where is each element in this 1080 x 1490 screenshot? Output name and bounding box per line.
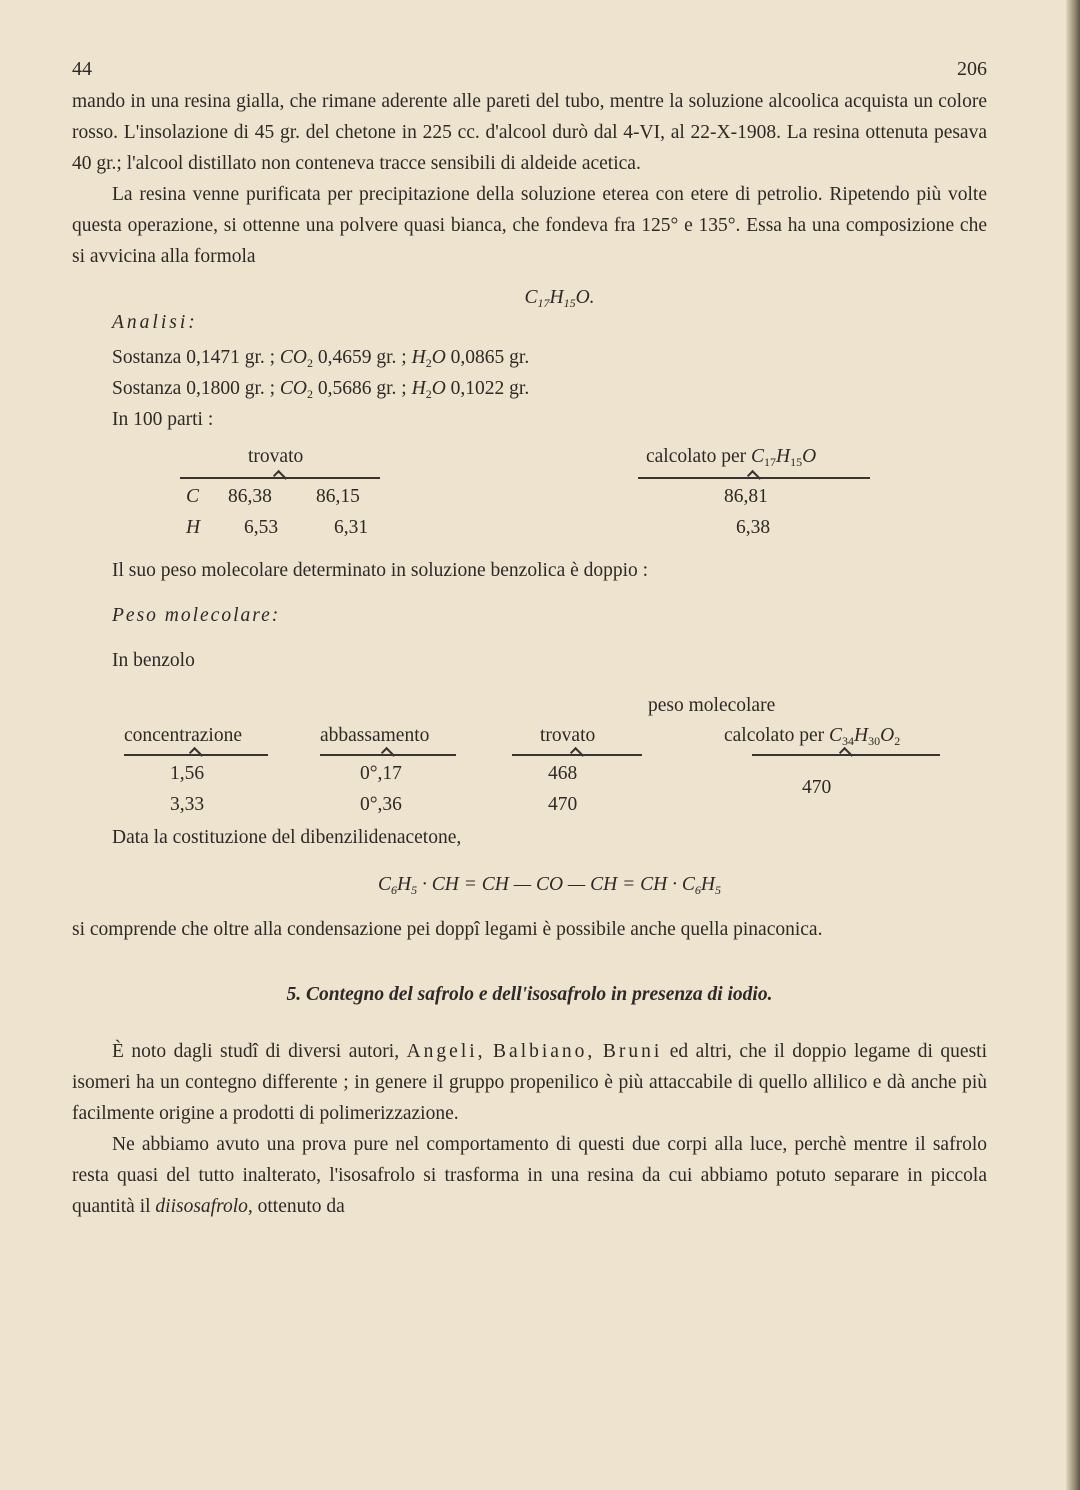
brace-calcolato xyxy=(752,754,940,760)
col-calcolato: calcolato per $C_{34}H_{30}O_2$ xyxy=(724,725,901,748)
col-trovato: trovato xyxy=(540,725,596,746)
paragraph-5: si comprende che oltre alla condensazione pei doppî legami è possibile anche quella pinaconica. xyxy=(72,919,823,940)
page-number-left: 44 xyxy=(72,58,92,80)
peso-molecolare-label: Peso molecolare: xyxy=(112,605,281,626)
row-c-value-1: 86,38 xyxy=(228,486,272,507)
row-c-element: C xyxy=(186,486,200,507)
analisi-label: Analisi: xyxy=(112,312,198,333)
calcolato-header: calcolato per $C_{17}H_{15}O$ xyxy=(646,446,817,469)
section-heading: 5. Contegno del safrolo e dell'isosafrolo in presenza di iodio. xyxy=(286,984,773,1005)
row-c-value-2: 86,15 xyxy=(316,486,360,507)
paragraph-4: Data la costituzione del dibenzilidenacetone, xyxy=(112,827,462,848)
row-h-value-1: 6,53 xyxy=(244,517,279,538)
paragraph-2: La resina venne purificata per precipitazione della soluzione eterea con etere di petrolio. Ripetendo più volte questa operazione, si ottenne una polvere quasi bianca, che fondeva fra 125° e 135°. Essa ha una composizione che si avvicina alla formola xyxy=(72,184,987,267)
in-100-parti: In 100 parti : xyxy=(112,409,214,430)
trov-row-1: 468 xyxy=(548,763,578,784)
analysis-block xyxy=(72,342,987,435)
row-h-calc: 6,38 xyxy=(736,517,771,538)
col-concentrazione: concentrazione xyxy=(124,725,243,746)
calc-value: 470 xyxy=(802,777,832,798)
abb-row-1: 0°,17 xyxy=(360,763,402,784)
row-c-calc: 86,81 xyxy=(724,486,768,507)
conc-row-2: 3,33 xyxy=(170,794,205,815)
col-abbassamento: abbassamento xyxy=(320,725,430,746)
page-body xyxy=(72,54,987,1222)
row-h-value-2: 6,31 xyxy=(334,517,369,538)
running-header xyxy=(72,54,987,86)
trov-row-2: 470 xyxy=(548,794,578,815)
analysis-line-2: Sostanza 0,1800 gr. ; $CO_2$ 0,5686 gr. ; $H_2O$ 0,1022 gr. xyxy=(112,378,530,401)
formula-c17h15o: $C_{17}H_{15}O$. xyxy=(524,287,595,310)
peso-header: peso molecolare xyxy=(648,695,776,716)
composition-table xyxy=(72,441,987,541)
paragraph-6: È noto dagli studî di diversi autori, Angeli, Balbiano, Bruni ed altri, che il doppio legame di questi isomeri ha un contegno differente ; in genere il gruppo propenilico è più attaccabile di quello allilico e dà anche più facilmente origine a prodotti di polimerizzazione. xyxy=(72,1041,988,1124)
formula-dibenzilidenacetone: $C_6H_5$ · CH = CH — CO — CH = CH · $C_6H_5$ xyxy=(378,874,721,897)
molecular-weight-table xyxy=(72,690,987,815)
in-benzolo: In benzolo xyxy=(112,650,195,671)
trovato-header: trovato xyxy=(248,446,304,467)
paragraph-7: Ne abbiamo avuto una prova pure nel comportamento di questi due corpi alla luce, perchè mentre il safrolo resta quasi del tutto inalterato, l'isosafrolo si trasforma in una resina da cui abbiamo potuto separare in piccola quantità il diisosafrolo, ottenuto da xyxy=(72,1134,987,1217)
conc-row-1: 1,56 xyxy=(170,763,205,784)
paragraph-1: mando in una resina gialla, che rimane aderente alle pareti del tubo, mentre la soluzione alcoolica acquista un colore rosso. L'insolazione di 45 gr. del chetone in 225 cc. d'alcool durò dal 4-VI, al 22-X-1908. La resina ottenuta pesava 40 gr.; l'alcool distillato non conteneva tracce sensibili di aldeide acetica. xyxy=(72,91,987,174)
analysis-line-1: Sostanza 0,1471 gr. ; $CO_2$ 0,4659 gr. ; $H_2O$ 0,0865 gr. xyxy=(112,347,530,370)
row-h-element: H xyxy=(186,517,201,538)
abb-row-2: 0°,36 xyxy=(360,794,402,815)
page-number-right: 206 xyxy=(957,58,987,80)
paragraph-3: Il suo peso molecolare determinato in soluzione benzolica è doppio : xyxy=(112,560,649,581)
page-edge xyxy=(1066,0,1080,1490)
